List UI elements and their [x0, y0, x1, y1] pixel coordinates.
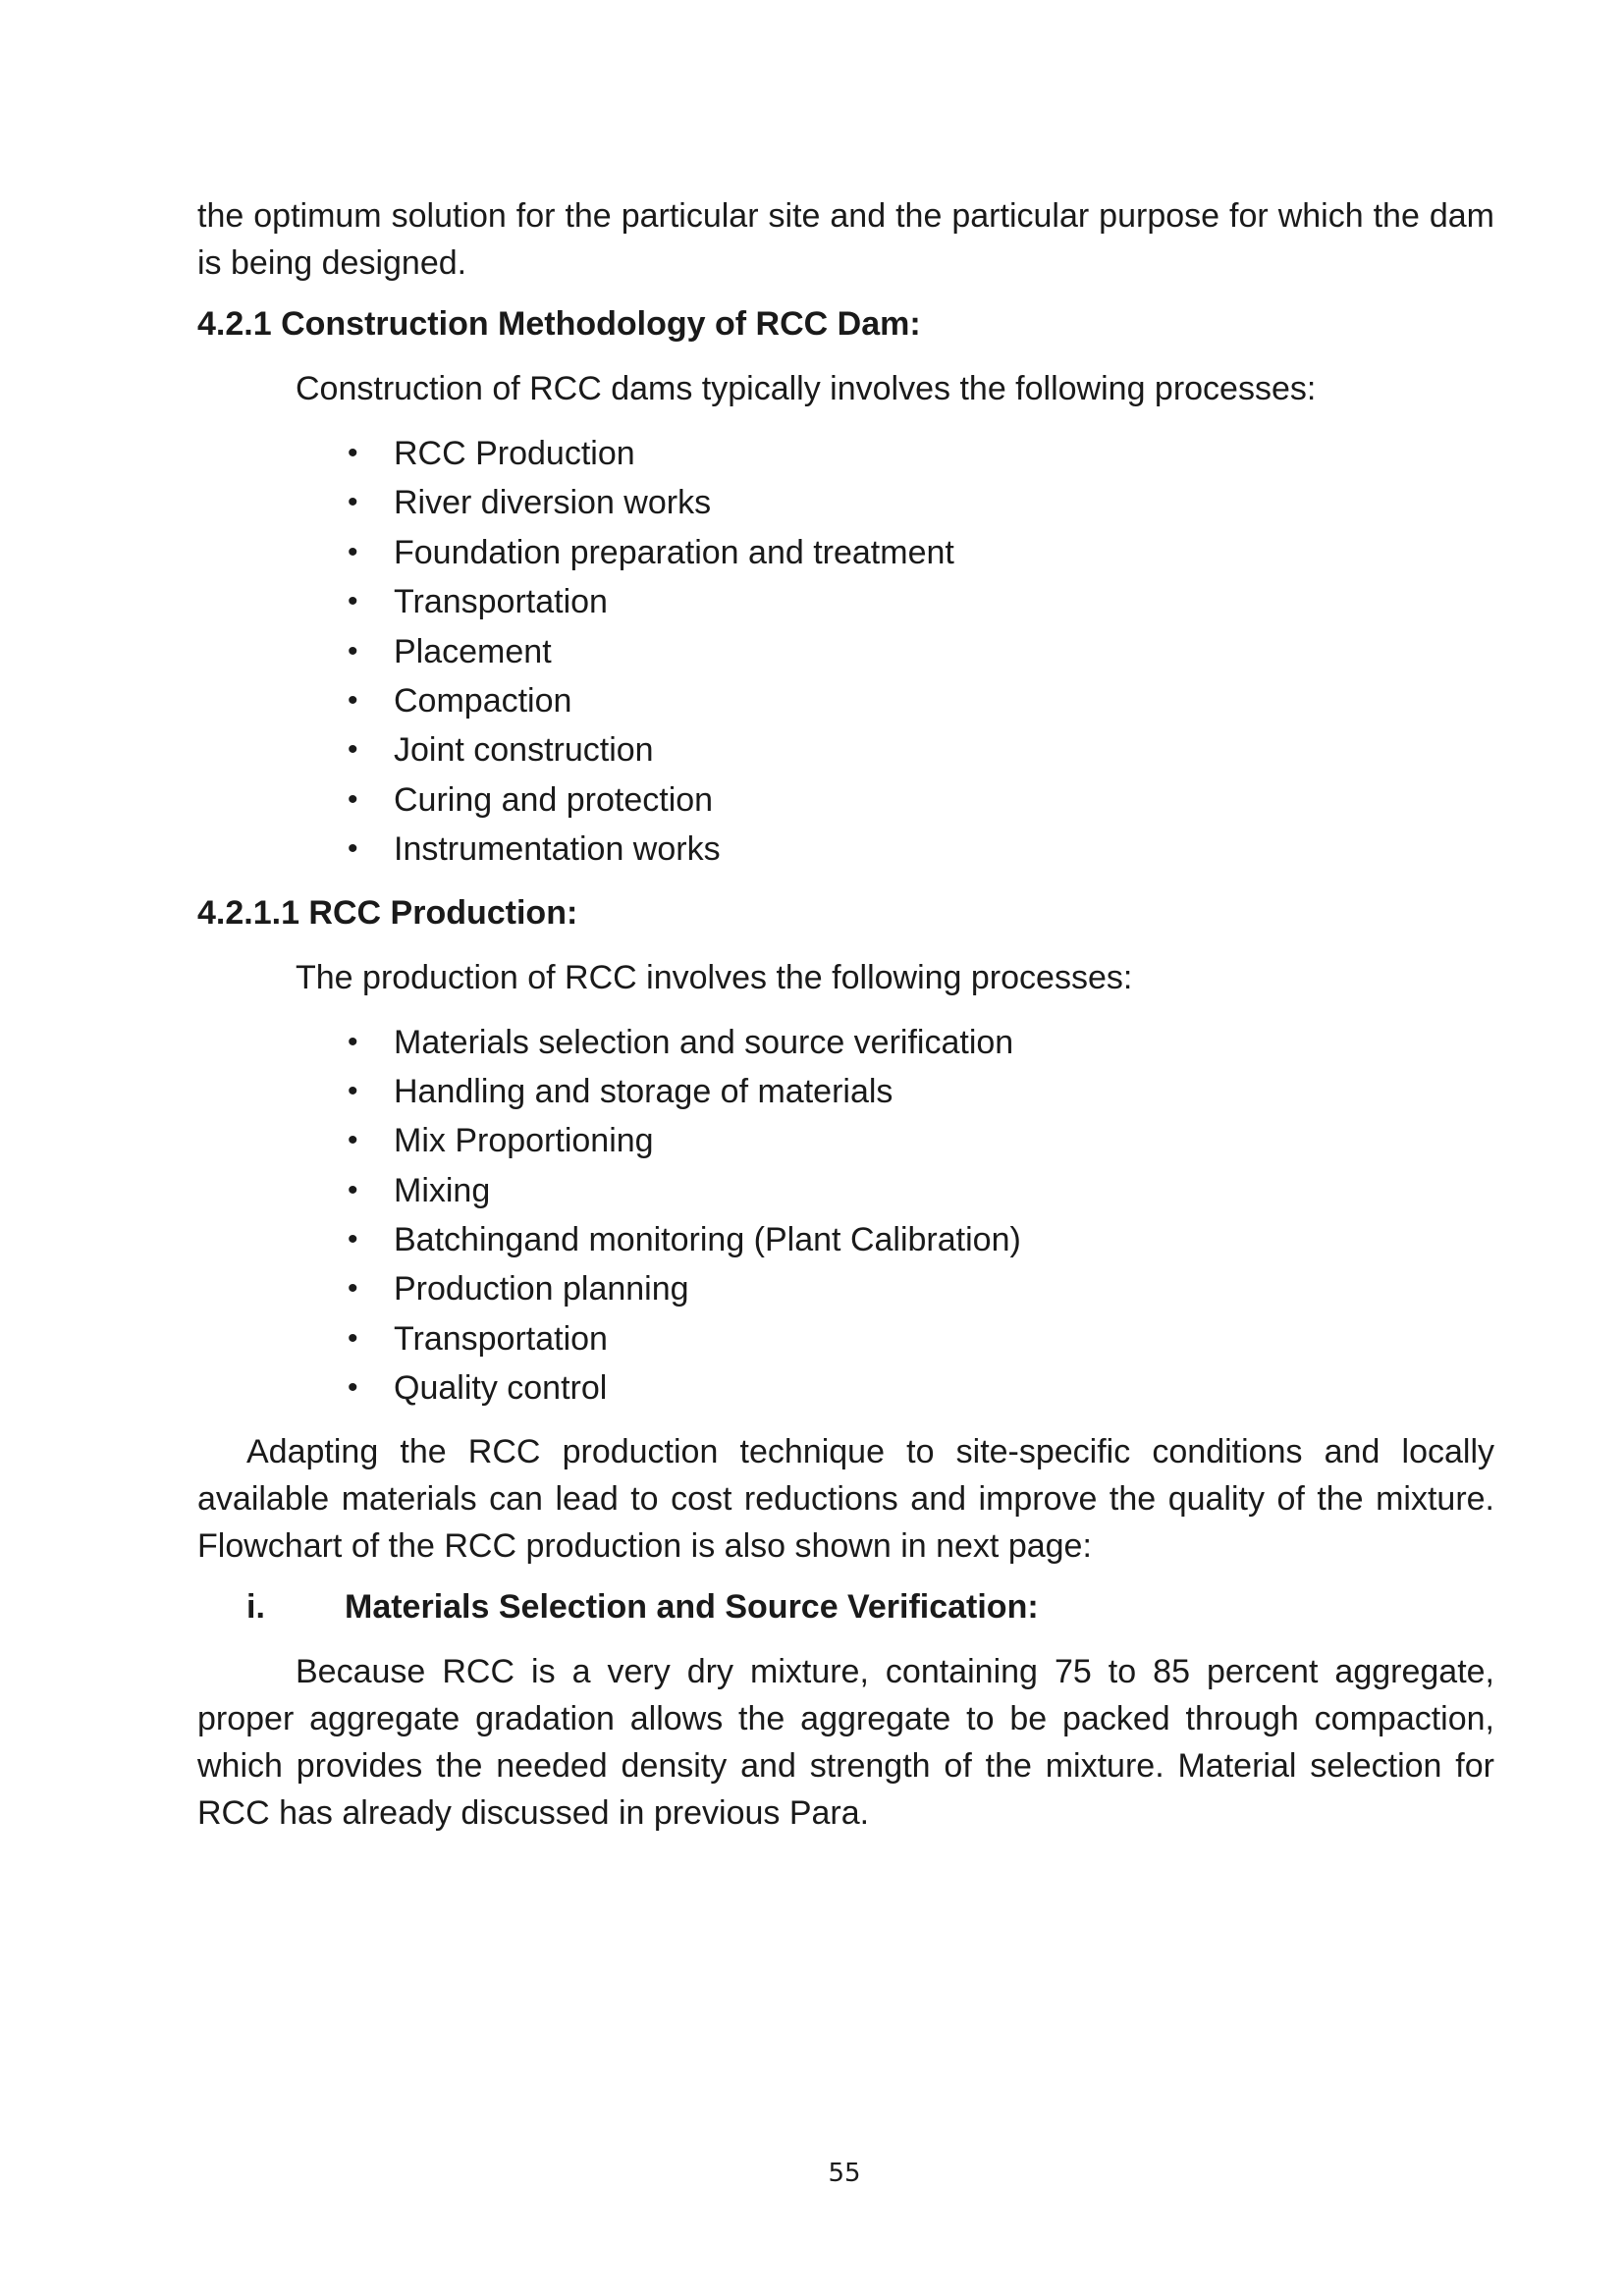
list-item-label: Instrumentation works: [394, 830, 721, 869]
adapt-paragraph: Adapting the RCC production technique to site-specific conditions and locally available materials can lead to cost reductions and improve the quality of the mixture. Flowchart of the RCC production is also shown in next page:: [197, 1432, 1494, 1565]
subsection-numeral: i.: [246, 1587, 265, 1626]
list-item-label: Compaction: [394, 681, 572, 720]
bullet-icon: •: [348, 1223, 358, 1256]
list-item-label: Foundation preparation and treatment: [394, 533, 954, 571]
list-item-label: Placement: [394, 632, 552, 670]
opening-paragraph: the optimum solution for the particular site and the particular purpose for which the dam is being designed.: [197, 197, 1494, 282]
list-item: [197, 1167, 1494, 1216]
list-item-label: Handling and storage of materials: [394, 1072, 893, 1110]
bullet-icon: •: [348, 1074, 358, 1107]
section-heading-4-2-1-1: 4.2.1.1 RCC Production:: [197, 893, 578, 932]
bullet-icon: •: [348, 1124, 358, 1157]
section-heading-4-2-1: 4.2.1 Construction Methodology of RCC Dam:: [197, 305, 921, 343]
bullet-icon: •: [348, 782, 358, 816]
list-item: [197, 1117, 1494, 1166]
list-item: [197, 1216, 1494, 1265]
bullet-icon: •: [348, 585, 358, 618]
subsection-title: Materials Selection and Source Verification:: [345, 1587, 1039, 1626]
list-item-label: Curing and protection: [394, 780, 714, 819]
list-item: [197, 1265, 1494, 1314]
bullet-icon: •: [348, 832, 358, 866]
bullet-icon: •: [348, 1173, 358, 1206]
section-4-2-1-1-intro: The production of RCC involves the following processes:: [296, 958, 1133, 996]
bullet-icon: •: [348, 634, 358, 667]
list-item: [197, 826, 1494, 875]
construction-process-list: [197, 430, 1494, 876]
list-item-label: Mix Proportioning: [394, 1122, 654, 1160]
list-item: [197, 1364, 1494, 1414]
list-item-label: Materials selection and source verification: [394, 1023, 1014, 1061]
page-content: [197, 192, 1494, 1837]
list-item: [197, 677, 1494, 726]
bullet-icon: •: [348, 486, 358, 519]
list-item: [197, 1019, 1494, 1068]
subsection-heading-i: [197, 1583, 1494, 1630]
bullet-icon: •: [348, 1272, 358, 1306]
list-item: [197, 479, 1494, 528]
list-item: [197, 1068, 1494, 1117]
list-item: [197, 578, 1494, 627]
list-item-label: RCC Production: [394, 435, 635, 472]
list-item: [197, 726, 1494, 775]
bullet-icon: •: [348, 437, 358, 469]
list-item-label: Batchingand monitoring (Plant Calibration): [394, 1221, 1021, 1259]
list-item-label: Production planning: [394, 1270, 689, 1308]
production-process-list: [197, 1019, 1494, 1415]
list-item: [197, 776, 1494, 826]
materials-selection-paragraph: Because RCC is a very dry mixture, containing 75 to 85 percent aggregate, proper aggregate gradation allows the aggregate to be packed through compaction, which provides the needed density and strength of the mixture. Material selection for RCC has already discussed in previous Para.: [197, 1652, 1494, 1832]
bullet-icon: •: [348, 1321, 358, 1355]
bullet-icon: •: [348, 1025, 358, 1058]
list-item-label: Transportation: [394, 1319, 608, 1358]
section-4-2-1-intro: Construction of RCC dams typically involves the following processes:: [296, 370, 1317, 407]
list-item-label: Quality control: [394, 1369, 608, 1408]
list-item-label: Joint construction: [394, 731, 654, 770]
list-item: [197, 430, 1494, 479]
bullet-icon: •: [348, 683, 358, 717]
list-item-label: River diversion works: [394, 484, 712, 522]
list-item-label: Mixing: [394, 1171, 491, 1209]
list-item-label: Transportation: [394, 583, 608, 621]
bullet-icon: •: [348, 1371, 358, 1405]
list-item: [197, 628, 1494, 677]
list-item: [197, 529, 1494, 578]
list-item: [197, 1315, 1494, 1364]
page-number: 55: [828, 2159, 861, 2188]
bullet-icon: •: [348, 733, 358, 767]
bullet-icon: •: [348, 535, 358, 568]
